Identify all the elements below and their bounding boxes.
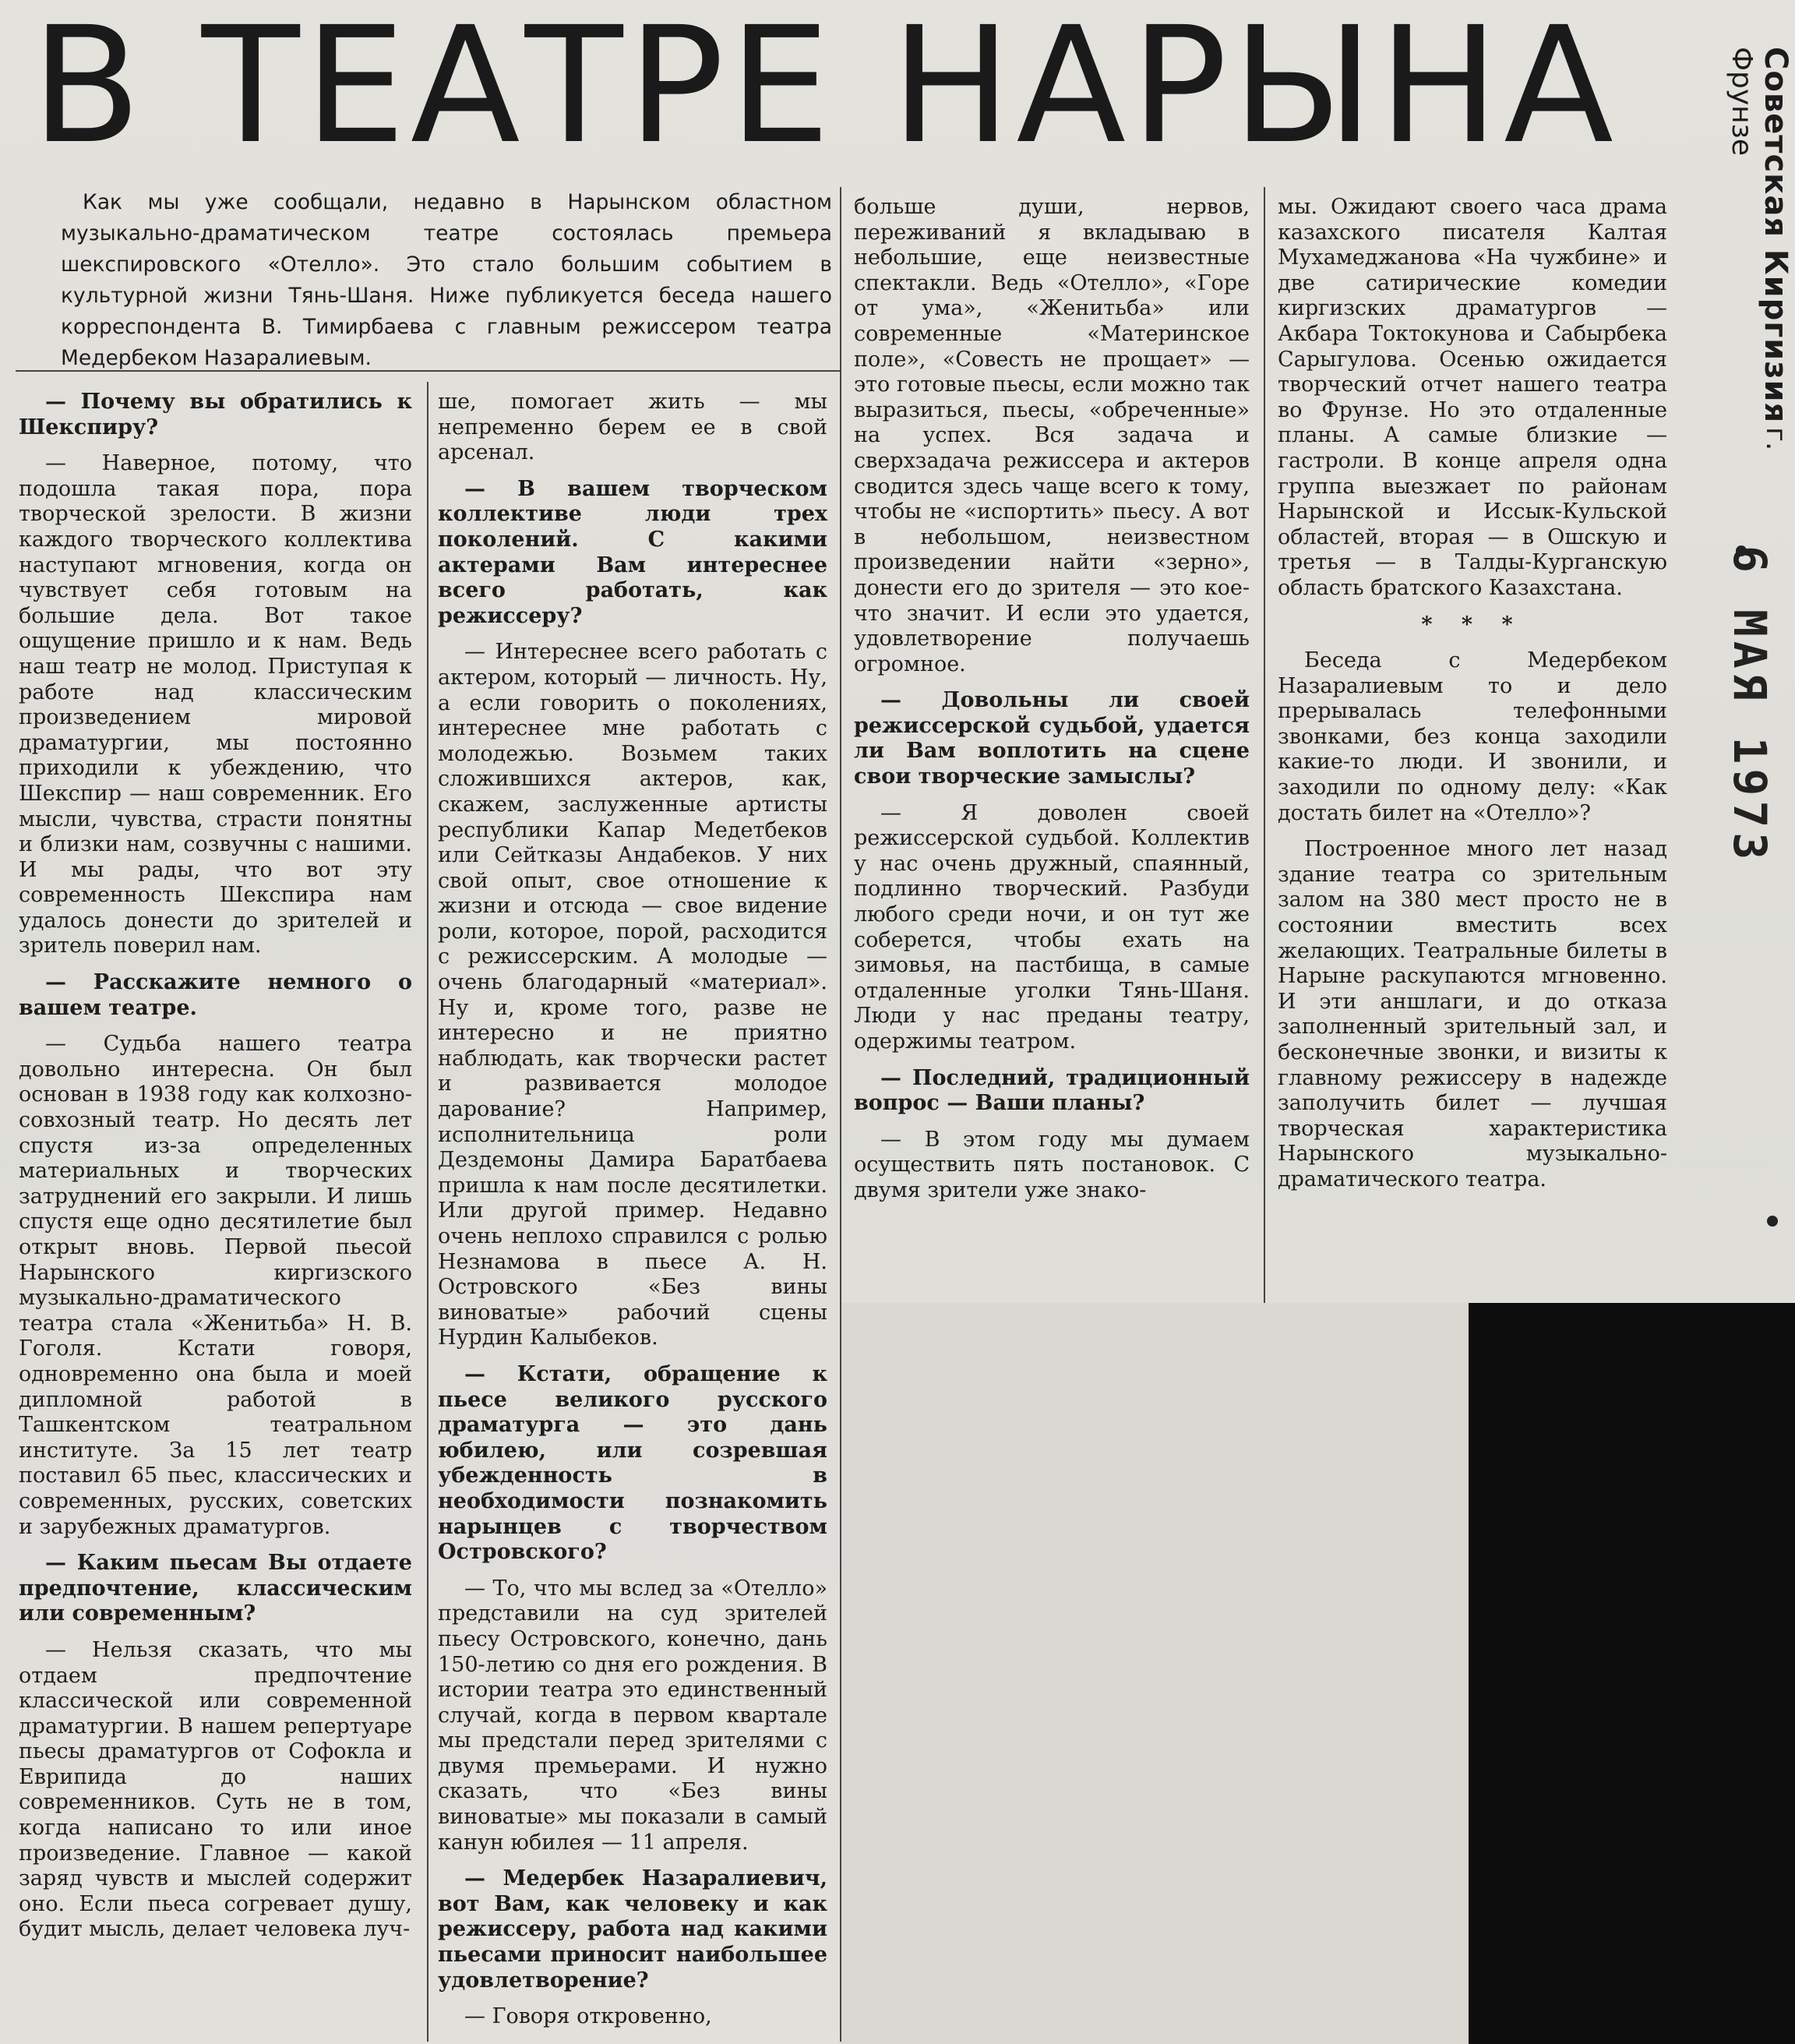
interview-question: — Каким пьесам Вы отдаете предпочтение, классическим или современным? [19, 1551, 412, 1626]
article-column-2 [438, 390, 827, 2041]
headline: В ТЕАТРЕ НАРЫНА [31, 0, 1619, 179]
article-column-4 [1278, 195, 1667, 1204]
interview-question: — В вашем творческом коллективе люди трех поколений. С какими актерами Вам интереснее всего работать, как режиссеру? [438, 476, 827, 628]
interview-question: — Медербек Назаралиевич, вот Вам, как человеку и как режиссеру, работа над какими пьесами приносит наибольшее удовлетворение? [438, 1866, 827, 1993]
interview-question: — Довольны ли своей режиссерской судьбой, удается ли Вам воплотить на сцене свои творческие замыслы? [854, 688, 1250, 789]
article-column-3 [854, 195, 1250, 1215]
column-rule-2 [840, 187, 841, 2042]
answer-paragraph: — Судьба нашего театра довольно интересна. Он был основан в 1938 году как колхозно-совхозный театр. Но десять лет спустя из-за определенных материальных и творческих затруднений его закрыли. И лишь спустя еще одно десятилетие был открыт вновь. Первой пьесой Нарынского киргизского музыкально-драматического театра стала «Женитьба» Н. В. Гоголя. Кстати говоря, одновременно она была и моей дипломной работой в Ташкентском театральном институте. За 15 лет театр поставил 65 пьес, классических и современных, русских, советских и зарубежных драматургов. [19, 1032, 412, 1539]
continued-paragraph: больше души, нервов, переживаний я вкладываю в небольшие, еще неизвестные спектакли. Ведь «Отелло», «Горе от ума», «Женитьба» или современные «Материнское поле», «Совесть не прощает» — это готовые пьесы, если можно так выразиться, пьесы, «обреченные» на успех. Вся задача и сверхзадача режиссера и актеров сводится здесь чаще всего к тому, чтобы не «испортить» пьесу. А вот в небольшом, неизвестном произведении найти «зерно», донести его до зрителя — это кое-что значит. И если это удается, удовлетворение получаешь огромное. [854, 195, 1250, 676]
article-intro: Как мы уже сообщали, недавно в Нарынском областном музыкально-драматическом театре состоялась премьера шекспировского «Отелло». Это стало большим событием в культурной жизни Тянь-Шаня. Ниже публикуется беседа нашего корреспондента В. Тимирбаева с главным режиссером театра Медербеком Назаралиевым. [61, 190, 832, 370]
newspaper-name: Советская Киргизия [1758, 47, 1793, 424]
date-stamp: 6 МАЯ 1973 [1723, 545, 1776, 865]
column-rule-1 [427, 382, 428, 2042]
newspaper-city: г. Фрунзе [1726, 47, 1792, 451]
interview-question: — Расскажите немного о вашем театре. [19, 970, 412, 1020]
interview-question: — Почему вы обратились к Шекспиру? [19, 390, 412, 440]
intro-divider [16, 370, 841, 372]
answer-paragraph: Построенное много лет назад здание театра со зрительным залом на 380 мест просто не в состоянии вместить всех желающих. Театральные билеты в Нарыне раскупаются мгновенно. И эти аншлаги, и до отказа заполненный зрительный зал, и бесконечные звонки, и визиты к главному режиссеру в надежде заполучить билет — лучшая творческая характеристика Нарынского музыкально-драматического театра. [1278, 837, 1667, 1191]
answer-paragraph: — Интереснее всего работать с актером, который — личность. Ну, а если говорить о поколениях, интереснее мне работать с молодежью. Возьмем таких сложившихся актеров, как, скажем, заслуженные артисты республики Капар Медетбеков или Сейтказы Андабеков. У них свой опыт, свое отношение к жизни и отсюда — свое видение роли, которое, порой, расходится с режиссерским. А молодые — очень благодарный «материал». Ну и, кроме того, разве не интересно и не приятно наблюдать, как творчески растет и развивается молодое дарование? Например, исполнительница роли Дездемоны Дамира Баратбаева пришла к нам после десятилетки. Или другой пример. Недавно очень неплохо справился с ролью Незнамова в пьесе А. Н. Островского «Без вины виноватые» рабочий сцены Нурдин Калыбеков. [438, 640, 827, 1350]
continued-paragraph: мы. Ожидают своего часа драма казахского писателя Калтая Мухамеджанова «На чужбине» и две сатирические комедии киргизских драматургов — Акбара Токтокунова и Сабырбека Сарыгулова. Осенью ожидается творческий отчет нашего театра во Фрунзе. Но это отдаленные планы. А самые близкие — гастроли. В конце апреля одна группа выезжает по районам Нарынской и Иссык-Кульской областей, вторая — в Ошскую и третья — в Талды-Курганскую область братского Казахстана. [1278, 195, 1667, 600]
margin-dot [1767, 1216, 1778, 1227]
answer-paragraph: — Говоря откровенно, [464, 2004, 712, 2029]
clipping-lower-margin [840, 1303, 1469, 2044]
article-column-1 [19, 390, 412, 1954]
interview-question: — Кстати, обращение к пьесе великого русского драматурга — это дань юбилею, или созревшая убежденность в необходимости познакомить нарынцев с творчеством Островского? [438, 1361, 827, 1565]
answer-paragraph: — Наверное, потому, что подошла такая пора, пора творческой зрелости. В жизни каждого творческого коллектива наступают мгновения, когда он чувствует себя готовым на большие дела. Вот такое ощущение пришло и к нам. Ведь наш театр не молод. Приступая к работе над классическим произведением мировой драматургии, мы постоянно приходили к убеждению, что Шекспир — наш современник. Его мысли, чувства, страсти понятны и близки нам, созвучны с нашими. И мы рады, что вот эту современность Шекспира нам удалось донести до зрителей и зритель поверил нам. [19, 451, 412, 958]
answer-paragraph: Беседа с Медербеком Назаралиевым то и дело прерывалась телефонными звонками, без конца заходили какие-то люди. И звонили, и заходили по одному делу: «Как достать билет на «Отелло»? [1278, 648, 1667, 825]
column-rule-3 [1264, 187, 1265, 1303]
answer-paragraph: — В этом году мы думаем осуществить пять постановок. С двумя зрители уже знако- [854, 1127, 1250, 1202]
answer-paragraph: — То, что мы вслед за «Отелло» представили на суд зрителей пьесу Островского, конечно, дань 150-летию со дня его рождения. В истории театра это единственный случай, когда в первом квартале мы предстали перед зрителями с двумя премьерами. И нужно сказать, что «Без вины виноватые» мы показали в самый канун юбилея — 11 апреля. [438, 1576, 827, 1855]
section-separator: * * * [1421, 612, 1524, 637]
source-label [1700, 47, 1793, 514]
answer-paragraph: — Я доволен своей режиссерской судьбой. Коллектив у нас очень дружный, спаянный, подлинно творческий. Разбуди любого среди ночи, и он тут же соберется, чтобы ехать на зимовья, на пастбища, в самые отдаленные уголки Тянь-Шаня. Люди у нас преданы театру, одержимы театром. [854, 800, 1250, 1054]
interview-question: — Последний, традиционный вопрос — Ваши планы? [854, 1065, 1250, 1116]
answer-paragraph: — Нельзя сказать, что мы отдаем предпочтение классической или современной драматургии. В нашем репертуаре пьесы драматургов от Софокла и Еврипида до наших современников. Суть не в том, когда написано то или иное произведение. Главное — какой заряд чувств и мыслей содержит оно. Если пьеса согревает душу, будит мысль, делает человека луч- [19, 1637, 412, 1942]
continued-paragraph: ше, помогает жить — мы непременно берем ее в свой арсенал. [438, 390, 827, 465]
background-backing [1469, 1303, 1795, 2044]
